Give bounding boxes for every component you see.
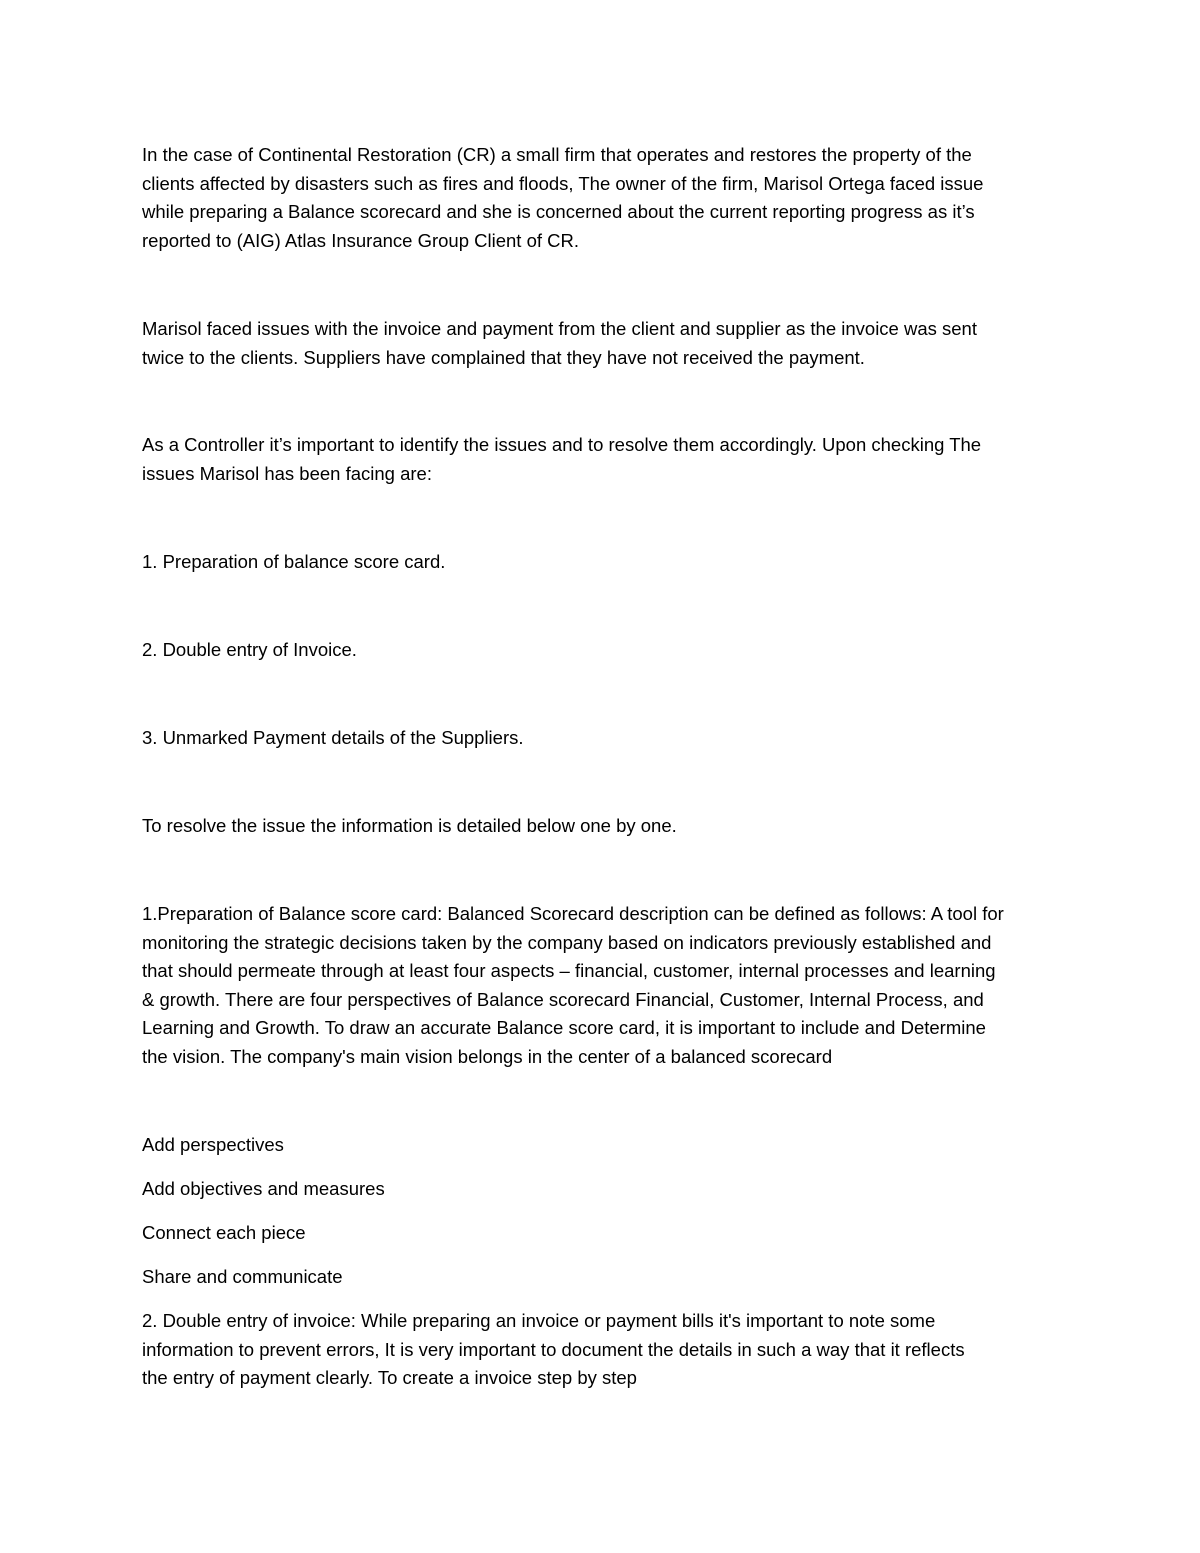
resolve-intro [142,812,1072,841]
text-line: monitoring the strategic decisions taken by the company based on indicators previously established and [142,931,992,953]
text-line: Add perspectives [142,1134,284,1155]
step-item [142,1131,1072,1160]
text-line: 1.Preparation of Balance score card: Balanced Scorecard description can be defined as follows: A tool for [142,903,1004,924]
text-line: Connect each piece [142,1222,306,1243]
text-line: information to prevent errors, It is very important to document the details in such a way that it reflects [142,1338,965,1360]
section-2-paragraph [142,1307,1072,1393]
text-line: twice to the clients. Suppliers have complained that they have not received the payment. [142,346,865,368]
text-line: In the case of Continental Restoration (CR) a small firm that operates and restores the property of the [142,144,972,165]
text-line: while preparing a Balance scorecard and she is concerned about the current reporting progress as it’s [142,201,975,222]
issues-paragraph [142,315,1072,372]
text-line: the vision. The company's main vision belongs in the center of a balanced scorecard [142,1045,833,1067]
text-line: clients affected by disasters such as fires and floods, The owner of the firm, Marisol Ortega faced issue [142,172,984,194]
text-line: reported to (AIG) Atlas Insurance Group Client of CR. [142,229,579,251]
text-line: issues Marisol has been facing are: [142,462,432,484]
text-line: Share and communicate [142,1266,343,1287]
text-line: that should permeate through at least four aspects – financial, customer, internal processes and learning [142,960,996,981]
text-line: 1. Preparation of balance score card. [142,551,446,572]
issue-item-1 [142,548,1072,577]
text-line: & growth. There are four perspectives of Balance scorecard Financial, Customer, Internal Process, and [142,988,984,1010]
text-line: 2. Double entry of invoice: While preparing an invoice or payment bills it's important to note some [142,1310,936,1331]
controller-paragraph [142,431,1072,488]
text-line: Add objectives and measures [142,1178,385,1199]
intro-paragraph [142,141,1072,255]
step-item [142,1263,1072,1292]
text-line: Marisol faced issues with the invoice and payment from the client and supplier as the invoice was sent [142,318,977,339]
issue-item-2 [142,636,1072,665]
step-item [142,1219,1072,1248]
step-item [142,1175,1072,1204]
issue-item-3 [142,724,1072,753]
text-line: Learning and Growth. To draw an accurate Balance score card, it is important to include and Determine [142,1017,986,1038]
text-line: 2. Double entry of Invoice. [142,639,357,660]
text-line: To resolve the issue the information is detailed below one by one. [142,815,677,836]
section-1-paragraph [142,900,1072,1071]
text-line: the entry of payment clearly. To create a invoice step by step [142,1367,637,1388]
text-line: 3. Unmarked Payment details of the Suppliers. [142,727,524,748]
text-line: As a Controller it’s important to identify the issues and to resolve them accordingly. Upon checking The [142,434,982,455]
